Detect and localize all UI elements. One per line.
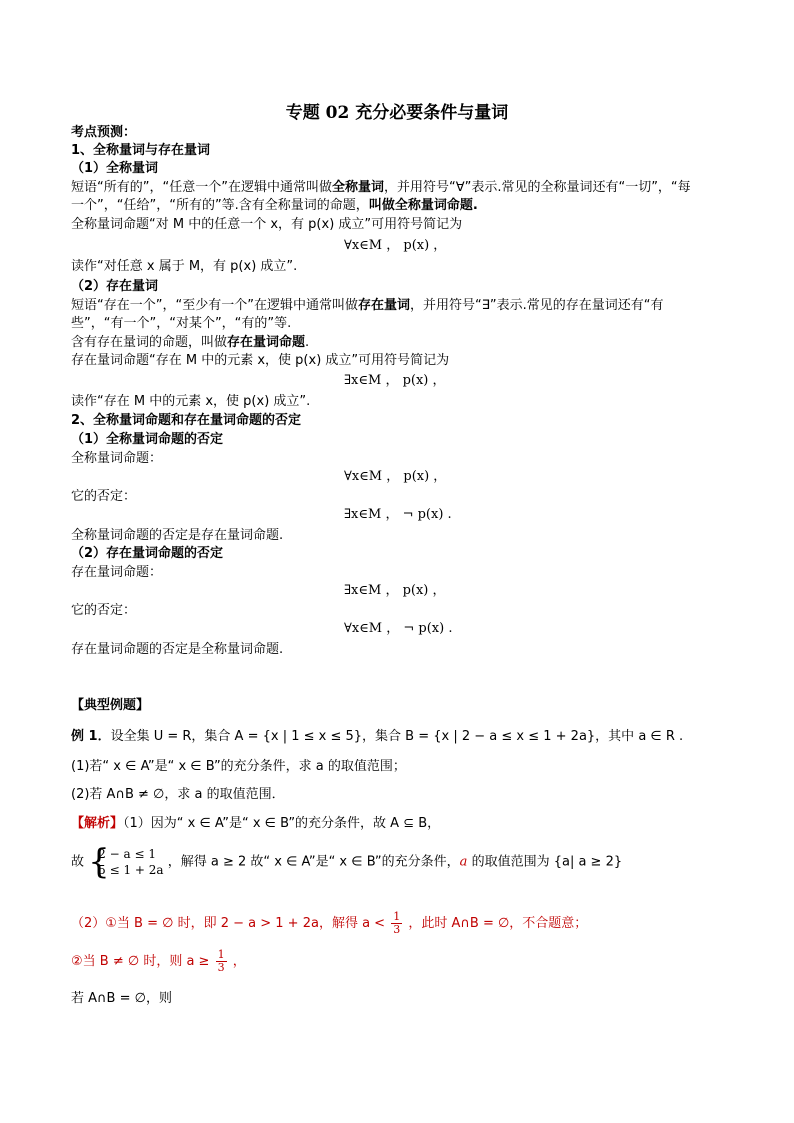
paragraph-line: 存在量词命题“存在 M 中的元素 x，使 p(x) 成立”可用符号简记为 bbox=[71, 353, 450, 368]
formula-existential-statement: ∃x∈M ， p(x) ， bbox=[344, 583, 446, 598]
paragraph-line: 读作“对任意 x 属于 M，有 p(x) 成立”. bbox=[71, 259, 298, 274]
subheading-universal: （1）全称量词 bbox=[71, 161, 159, 176]
paragraph-line: 全称量词命题“对 M 中的任意一个 x，有 p(x) 成立”可用符号简记为 bbox=[71, 217, 463, 232]
section-label-preview: 考点预测： bbox=[71, 125, 137, 140]
solution-line-1: 【解析】（1）因为“ x ∈ A”是“ x ∈ B”的充分条件，故 A ⊆ B， bbox=[71, 816, 441, 831]
left-brace-icon: { bbox=[88, 842, 110, 882]
formula-negation: ∀x∈M ， ¬ p(x) . bbox=[344, 621, 453, 636]
formula-negation: ∃x∈M ， ¬ p(x) . bbox=[344, 507, 452, 522]
paragraph-line: 存在量词命题的否定是全称量词命题. bbox=[71, 642, 284, 657]
paragraph-line: 全称量词命题： bbox=[71, 451, 163, 466]
paragraph-line: 些”，“有一个”，“对某个”，“有的”等. bbox=[71, 316, 292, 331]
formula-universal: ∀x∈M ， p(x) ， bbox=[344, 238, 447, 253]
paragraph-line: 短语“所有的”，“任意一个”在逻辑中通常叫做全称量词，并用符号“∀”表示.常见的全称量词还有“一切”，“每 bbox=[71, 180, 691, 195]
example-1-question-1: (1)若“ x ∈ A”是“ x ∈ B”的充分条件，求 a 的取值范围； bbox=[71, 759, 406, 774]
subheading-negation-existential: （2）存在量词命题的否定 bbox=[71, 546, 224, 561]
paragraph-line: 全称量词命题的否定是存在量词命题. bbox=[71, 528, 284, 543]
section-heading-examples: 【典型例题】 bbox=[71, 698, 150, 713]
formula-existential: ∃x∈M ， p(x) ， bbox=[344, 373, 446, 388]
paragraph-line: 短语“存在一个”，“至少有一个”在逻辑中通常叫做存在量词，并用符号“∃”表示.常见的存在量词还有“有 bbox=[71, 298, 664, 313]
page-title: 专题 02 充分必要条件与量词 bbox=[285, 103, 509, 123]
section-heading-1: 1、全称量词与存在量词 bbox=[71, 143, 211, 158]
paragraph-line: 它的否定： bbox=[71, 489, 137, 504]
paragraph-line: 读作“存在 M 中的元素 x，使 p(x) 成立”. bbox=[71, 394, 311, 409]
section-heading-2: 2、全称量词命题和存在量词命题的否定 bbox=[71, 413, 302, 428]
solution-line-5: 若 A∩B = ∅，则 bbox=[71, 991, 172, 1006]
solution-line-4: ②当 B ≠ ∅ 时，则 a ≥ $\frac{1}{3}$ ， bbox=[71, 948, 246, 974]
paragraph-line: 一个”，“任给”，“所有的”等.含有全称量词的命题，叫做全称量词命题. bbox=[71, 198, 478, 213]
solution-line-3: （2）①当 B = ∅ 时，即 2 − a > 1 + 2a，解得 a < $\frac{1}{3}$ ，此时 A∩B = ∅，不合题意； bbox=[71, 910, 588, 936]
inequality-system: { 2 − a ≤ 1 5 ≤ 1 + 2a bbox=[88, 842, 164, 882]
solution-line-2: 故 { 2 − a ≤ 1 5 ≤ 1 + 2a ，解得 a ≥ 2 故“ x ∈ A”是“ x ∈ B”的充分条件，a 的取值范围为 {a| a ≥ 2} bbox=[71, 842, 623, 882]
subheading-negation-universal: （1）全称量词命题的否定 bbox=[71, 432, 224, 447]
formula-universal-statement: ∀x∈M ， p(x) ， bbox=[344, 469, 447, 484]
subheading-existential: （2）存在量词 bbox=[71, 279, 159, 294]
fraction: $\frac{1}{3}$ bbox=[393, 910, 401, 936]
fraction: $\frac{1}{3}$ bbox=[217, 948, 225, 974]
example-1-question-2: (2)若 A∩B ≠ ∅，求 a 的取值范围． bbox=[71, 787, 285, 802]
paragraph-line: 含有存在量词的命题，叫做存在量词命题. bbox=[71, 335, 310, 350]
example-1-statement: 例 1．设全集 U = R，集合 A = {x | 1 ≤ x ≤ 5}，集合 B = {x | 2 − a ≤ x ≤ 1 + 2a}，其中 a ∈ R . bbox=[71, 729, 684, 744]
paragraph-line: 存在量词命题： bbox=[71, 565, 163, 580]
paragraph-line: 它的否定： bbox=[71, 603, 137, 618]
